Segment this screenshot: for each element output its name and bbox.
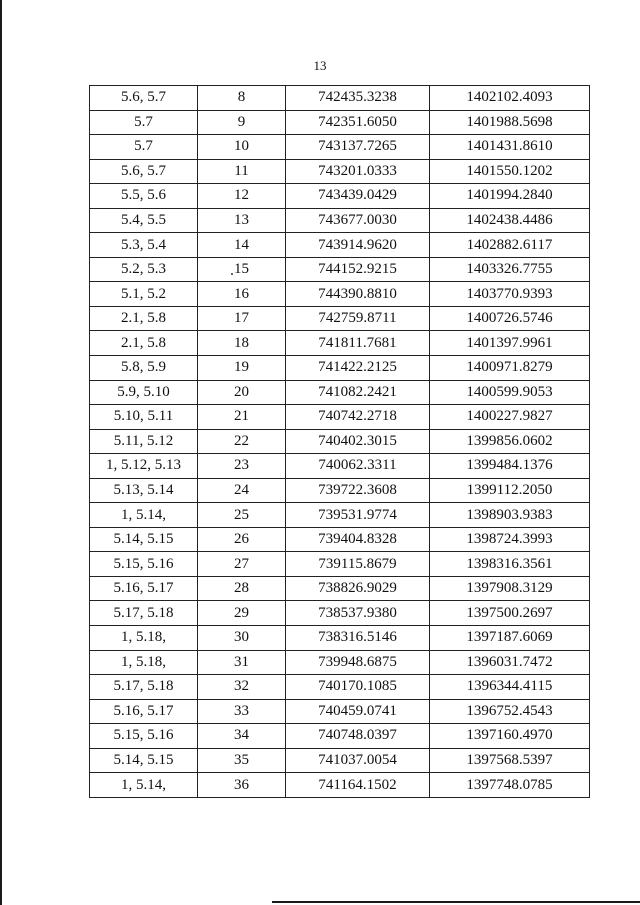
x-coordinate-cell: 741811.7681 bbox=[286, 331, 430, 356]
parcel-cell: 5.6, 5.7 bbox=[90, 159, 198, 184]
point-number-cell: 14 bbox=[198, 233, 286, 258]
table-row bbox=[90, 380, 590, 405]
y-coordinate-cell: 1403326.7755 bbox=[430, 257, 590, 282]
point-number-cell: 23 bbox=[198, 454, 286, 479]
x-coordinate-cell: 740459.0741 bbox=[286, 699, 430, 724]
x-coordinate-cell: 740170.1085 bbox=[286, 675, 430, 700]
table-row bbox=[90, 86, 590, 111]
table-row bbox=[90, 110, 590, 135]
table-row bbox=[90, 208, 590, 233]
y-coordinate-cell: 1400227.9827 bbox=[430, 405, 590, 430]
point-number-cell: 19 bbox=[198, 356, 286, 381]
y-coordinate-cell: 1401988.5698 bbox=[430, 110, 590, 135]
y-coordinate-cell: 1398316.3561 bbox=[430, 552, 590, 577]
x-coordinate-cell: 744152.9215 bbox=[286, 257, 430, 282]
table-row bbox=[90, 282, 590, 307]
point-number-cell: 29 bbox=[198, 601, 286, 626]
point-number-cell: 18 bbox=[198, 331, 286, 356]
y-coordinate-cell: 1402882.6117 bbox=[430, 233, 590, 258]
point-number-cell: 16 bbox=[198, 282, 286, 307]
table-row bbox=[90, 626, 590, 651]
table-row bbox=[90, 699, 590, 724]
parcel-cell: 5.10, 5.11 bbox=[90, 405, 198, 430]
x-coordinate-cell: 740742.2718 bbox=[286, 405, 430, 430]
x-coordinate-cell: 741082.2421 bbox=[286, 380, 430, 405]
point-number-cell: 35 bbox=[198, 748, 286, 773]
y-coordinate-cell: 1401431.8610 bbox=[430, 135, 590, 160]
point-number-cell: 28 bbox=[198, 576, 286, 601]
x-coordinate-cell: 739722.3608 bbox=[286, 478, 430, 503]
scan-left-edge bbox=[0, 0, 2, 905]
y-coordinate-cell: 1396752.4543 bbox=[430, 699, 590, 724]
point-number-cell: 12 bbox=[198, 184, 286, 209]
table-row bbox=[90, 257, 590, 282]
y-coordinate-cell: 1399856.0602 bbox=[430, 429, 590, 454]
table-row bbox=[90, 331, 590, 356]
scan-speck bbox=[231, 273, 233, 275]
point-number-cell: 9 bbox=[198, 110, 286, 135]
table-row bbox=[90, 454, 590, 479]
table-row bbox=[90, 773, 590, 798]
point-number-cell: 34 bbox=[198, 724, 286, 749]
point-number-cell: 17 bbox=[198, 306, 286, 331]
point-number-cell: 26 bbox=[198, 527, 286, 552]
parcel-cell: 5.7 bbox=[90, 110, 198, 135]
parcel-cell: 5.14, 5.15 bbox=[90, 527, 198, 552]
point-number-cell: 22 bbox=[198, 429, 286, 454]
point-number-cell: 25 bbox=[198, 503, 286, 528]
y-coordinate-cell: 1397568.5397 bbox=[430, 748, 590, 773]
page-number: 13 bbox=[313, 58, 327, 73]
x-coordinate-cell: 741037.0054 bbox=[286, 748, 430, 773]
y-coordinate-cell: 1401550.1202 bbox=[430, 159, 590, 184]
parcel-cell: 5.16, 5.17 bbox=[90, 699, 198, 724]
table-row bbox=[90, 650, 590, 675]
parcel-cell: 5.3, 5.4 bbox=[90, 233, 198, 258]
point-number-cell: 30 bbox=[198, 626, 286, 651]
coordinates-table-body bbox=[90, 86, 590, 798]
parcel-cell: 5.1, 5.2 bbox=[90, 282, 198, 307]
y-coordinate-cell: 1396031.7472 bbox=[430, 650, 590, 675]
y-coordinate-cell: 1400726.5746 bbox=[430, 306, 590, 331]
x-coordinate-cell: 743677.0030 bbox=[286, 208, 430, 233]
coordinates-table bbox=[89, 85, 590, 798]
table-row bbox=[90, 527, 590, 552]
parcel-cell: 5.13, 5.14 bbox=[90, 478, 198, 503]
x-coordinate-cell: 742351.6050 bbox=[286, 110, 430, 135]
point-number-cell: 20 bbox=[198, 380, 286, 405]
x-coordinate-cell: 740062.3311 bbox=[286, 454, 430, 479]
x-coordinate-cell: 744390.8810 bbox=[286, 282, 430, 307]
y-coordinate-cell: 1401397.9961 bbox=[430, 331, 590, 356]
x-coordinate-cell: 740748.0397 bbox=[286, 724, 430, 749]
point-number-cell: 31 bbox=[198, 650, 286, 675]
point-number-cell: 15 bbox=[198, 257, 286, 282]
table-row bbox=[90, 576, 590, 601]
x-coordinate-cell: 743914.9620 bbox=[286, 233, 430, 258]
x-coordinate-cell: 743137.7265 bbox=[286, 135, 430, 160]
x-coordinate-cell: 739531.9774 bbox=[286, 503, 430, 528]
parcel-cell: 5.16, 5.17 bbox=[90, 576, 198, 601]
table-row bbox=[90, 675, 590, 700]
parcel-cell: 1, 5.18, bbox=[90, 626, 198, 651]
x-coordinate-cell: 738316.5146 bbox=[286, 626, 430, 651]
y-coordinate-cell: 1398724.3993 bbox=[430, 527, 590, 552]
table-row bbox=[90, 405, 590, 430]
scan-bottom-edge bbox=[272, 901, 640, 903]
y-coordinate-cell: 1401994.2840 bbox=[430, 184, 590, 209]
parcel-cell: 5.8, 5.9 bbox=[90, 356, 198, 381]
parcel-cell: 5.11, 5.12 bbox=[90, 429, 198, 454]
x-coordinate-cell: 740402.3015 bbox=[286, 429, 430, 454]
point-number-cell: 32 bbox=[198, 675, 286, 700]
table-row bbox=[90, 135, 590, 160]
x-coordinate-cell: 738537.9380 bbox=[286, 601, 430, 626]
y-coordinate-cell: 1402438.4486 bbox=[430, 208, 590, 233]
y-coordinate-cell: 1403770.9393 bbox=[430, 282, 590, 307]
x-coordinate-cell: 743201.0333 bbox=[286, 159, 430, 184]
point-number-cell: 33 bbox=[198, 699, 286, 724]
parcel-cell: 1, 5.14, bbox=[90, 773, 198, 798]
y-coordinate-cell: 1402102.4093 bbox=[430, 86, 590, 111]
parcel-cell: 5.4, 5.5 bbox=[90, 208, 198, 233]
parcel-cell: 5.15, 5.16 bbox=[90, 724, 198, 749]
point-number-cell: 11 bbox=[198, 159, 286, 184]
x-coordinate-cell: 743439.0429 bbox=[286, 184, 430, 209]
table-row bbox=[90, 306, 590, 331]
table-row bbox=[90, 159, 590, 184]
point-number-cell: 8 bbox=[198, 86, 286, 111]
parcel-cell: 5.9, 5.10 bbox=[90, 380, 198, 405]
y-coordinate-cell: 1400599.9053 bbox=[430, 380, 590, 405]
x-coordinate-cell: 739404.8328 bbox=[286, 527, 430, 552]
point-number-cell: 24 bbox=[198, 478, 286, 503]
y-coordinate-cell: 1396344.4115 bbox=[430, 675, 590, 700]
parcel-cell: 5.17, 5.18 bbox=[90, 675, 198, 700]
y-coordinate-cell: 1399484.1376 bbox=[430, 454, 590, 479]
table-row bbox=[90, 356, 590, 381]
parcel-cell: 5.17, 5.18 bbox=[90, 601, 198, 626]
x-coordinate-cell: 739115.8679 bbox=[286, 552, 430, 577]
parcel-cell: 2.1, 5.8 bbox=[90, 331, 198, 356]
parcel-cell: 1, 5.12, 5.13 bbox=[90, 454, 198, 479]
y-coordinate-cell: 1397187.6069 bbox=[430, 626, 590, 651]
parcel-cell: 1, 5.18, bbox=[90, 650, 198, 675]
table-row bbox=[90, 184, 590, 209]
point-number-cell: 10 bbox=[198, 135, 286, 160]
parcel-cell: 5.5, 5.6 bbox=[90, 184, 198, 209]
table-row bbox=[90, 552, 590, 577]
parcel-cell: 2.1, 5.8 bbox=[90, 306, 198, 331]
x-coordinate-cell: 738826.9029 bbox=[286, 576, 430, 601]
table-row bbox=[90, 724, 590, 749]
y-coordinate-cell: 1397748.0785 bbox=[430, 773, 590, 798]
parcel-cell: 5.7 bbox=[90, 135, 198, 160]
y-coordinate-cell: 1399112.2050 bbox=[430, 478, 590, 503]
parcel-cell: 5.2, 5.3 bbox=[90, 257, 198, 282]
x-coordinate-cell: 741164.1502 bbox=[286, 773, 430, 798]
table-row bbox=[90, 503, 590, 528]
table-row bbox=[90, 478, 590, 503]
point-number-cell: 13 bbox=[198, 208, 286, 233]
y-coordinate-cell: 1397500.2697 bbox=[430, 601, 590, 626]
point-number-cell: 21 bbox=[198, 405, 286, 430]
y-coordinate-cell: 1400971.8279 bbox=[430, 356, 590, 381]
table-row bbox=[90, 233, 590, 258]
point-number-cell: 36 bbox=[198, 773, 286, 798]
parcel-cell: 5.14, 5.15 bbox=[90, 748, 198, 773]
parcel-cell: 1, 5.14, bbox=[90, 503, 198, 528]
table-row bbox=[90, 601, 590, 626]
x-coordinate-cell: 742435.3238 bbox=[286, 86, 430, 111]
table-row bbox=[90, 429, 590, 454]
x-coordinate-cell: 742759.8711 bbox=[286, 306, 430, 331]
table-row bbox=[90, 748, 590, 773]
parcel-cell: 5.15, 5.16 bbox=[90, 552, 198, 577]
point-number-cell: 27 bbox=[198, 552, 286, 577]
y-coordinate-cell: 1397160.4970 bbox=[430, 724, 590, 749]
parcel-cell: 5.6, 5.7 bbox=[90, 86, 198, 111]
x-coordinate-cell: 741422.2125 bbox=[286, 356, 430, 381]
x-coordinate-cell: 739948.6875 bbox=[286, 650, 430, 675]
y-coordinate-cell: 1397908.3129 bbox=[430, 576, 590, 601]
y-coordinate-cell: 1398903.9383 bbox=[430, 503, 590, 528]
